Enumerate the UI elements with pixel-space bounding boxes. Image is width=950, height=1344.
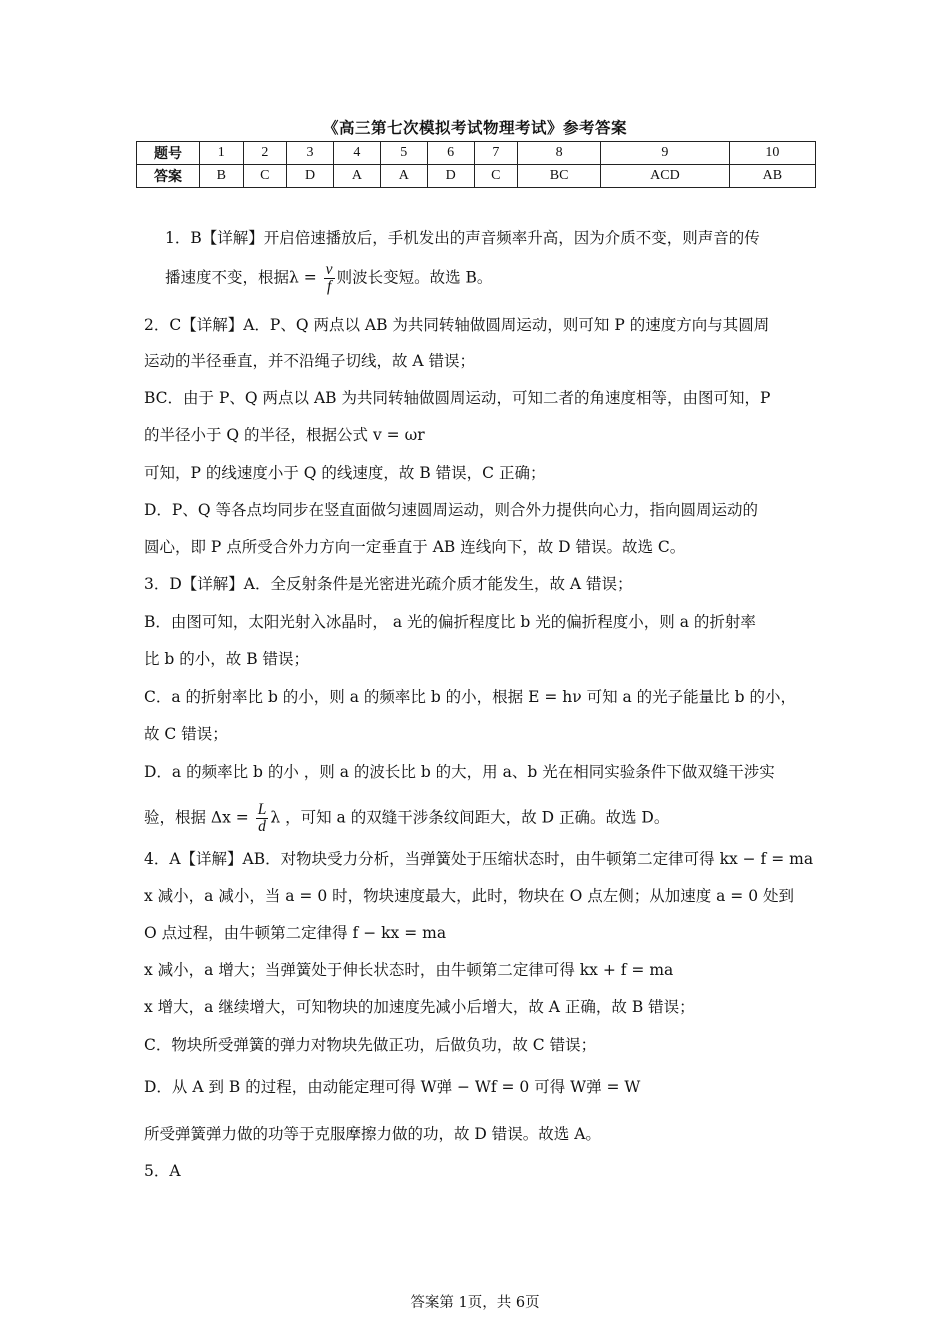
q2-line-5: 可知，P 的线速度小于 Q 的线速度，故 B 错误，C 正确； [144, 464, 546, 482]
q3-line-1: 3．D【详解】A．全反射条件是光密进光疏介质才能发生，故 A 错误； [144, 575, 633, 593]
table-row [137, 165, 816, 188]
table-cell: 6 [427, 142, 474, 165]
q3-line-5: 故 C 错误； [144, 725, 228, 743]
table-cell: AB [729, 165, 815, 188]
q2-line-2: 运动的半径垂直，并不沿绳子切线，故 A 错误； [144, 352, 476, 370]
table-cell: C [474, 165, 518, 188]
table-cell: 3 [287, 142, 334, 165]
q4-line-5: x 增大，a 继续增大，可知物块的加速度先减小后增大，故 A 正确，故 B 错误； [144, 998, 695, 1016]
q1-fraction [324, 262, 335, 295]
table-cell: B [200, 165, 244, 188]
table-cell: C [243, 165, 287, 188]
q1-line-2 [165, 262, 835, 295]
q4-line-4: x 减小，a 增大；当弹簧处于伸长状态时，由牛顿第二定律可得 kx + f = ma [144, 961, 674, 979]
q3-frac-den: d [258, 818, 266, 835]
table-cell: 9 [601, 142, 730, 165]
table-cell: 4 [333, 142, 380, 165]
q2-line-6: D．P、Q 等各点均同步在竖直面做匀速圆周运动，则合外力提供向心力，指向圆周运动的 [144, 501, 758, 519]
row-header-number: 题号 [137, 142, 200, 165]
page-footer: 答案第 1页，共 6页 [410, 1295, 540, 1311]
q3-text-post: λ ，可知 a 的双缝干涉条纹间距大，故 D 正确。故选 D。 [270, 808, 670, 827]
q3-fraction [256, 802, 269, 835]
q1-line-1: 1．B【详解】开启倍速播放后，手机发出的声音频率升高，因为介质不变，则声音的传 [165, 229, 760, 247]
q1-text-pre: 播速度不变，根据λ = [165, 268, 322, 287]
q4-line-6: C．物块所受弹簧的弹力对物块先做正功，后做负功，故 C 错误； [144, 1036, 597, 1054]
q4-line-1: 4．A【详解】AB．对物块受力分析，当弹簧处于压缩状态时，由牛顿第二定律可得 kx − f = ma [144, 850, 814, 868]
table-cell: D [427, 165, 474, 188]
q2-line-4: 的半径小于 Q 的半径，根据公式 v = ωr [144, 426, 425, 444]
table-cell: A [380, 165, 427, 188]
q2-line-7: 圆心，即 P 点所受合外力方向一定垂直于 AB 连线向下，故 D 错误。故选 C。 [144, 538, 686, 556]
table-cell: 2 [243, 142, 287, 165]
q5-line-1: 5．A [144, 1162, 181, 1180]
q3-frac-num: L [257, 801, 267, 818]
table-cell: A [333, 165, 380, 188]
table-cell: 5 [380, 142, 427, 165]
q1-frac-den: f [326, 278, 332, 295]
table-cell: 10 [729, 142, 815, 165]
table-cell: D [287, 165, 334, 188]
q3-text-pre: 验，根据 Δx = [144, 808, 254, 827]
q1-text-post: 则波长变短。故选 B。 [336, 268, 493, 287]
row-header-answer: 答案 [137, 165, 200, 188]
q4-line-8: 所受弹簧弹力做的功等于克服摩擦力做的功，故 D 错误。故选 A。 [144, 1125, 601, 1143]
table-cell: ACD [601, 165, 730, 188]
q3-line-7 [144, 802, 814, 835]
table-cell: BC [518, 165, 601, 188]
table-cell: 1 [200, 142, 244, 165]
q3-line-2: B．由图可知，太阳光射入冰晶时， a 光的偏折程度比 b 光的偏折程度小，则 a 的折射率 [144, 613, 756, 631]
q3-line-3: 比 b 的小，故 B 错误； [144, 650, 310, 668]
table-row [137, 142, 816, 165]
answer-table [136, 141, 816, 188]
page-title: 《高三第七次模拟考试物理考试》参考答案 [322, 118, 627, 137]
table-cell: 7 [474, 142, 518, 165]
q2-line-3: BC．由于 P、Q 两点以 AB 为共同转轴做圆周运动，可知二者的角速度相等，由图可知，P [144, 389, 771, 407]
q3-line-6: D．a 的频率比 b 的小 ，则 a 的波长比 b 的大，用 a、b 光在相同实验条件下做双缝干涉实 [144, 763, 775, 781]
q4-line-2: x 减小，a 减小，当 a = 0 时，物块速度最大，此时，物块在 O 点左侧；从加速度 a = 0 处到 [144, 887, 794, 905]
q1-frac-num: v [325, 261, 333, 278]
q3-line-4: C．a 的折射率比 b 的小，则 a 的频率比 b 的小，根据 E = hν 可知 a 的光子能量比 b 的小， [144, 688, 796, 706]
q4-line-7: D．从 A 到 B 的过程，由动能定理可得 W弹 − Wf = 0 可得 W弹 = W [144, 1078, 641, 1096]
q4-line-3: O 点过程，由牛顿第二定律得 f − kx = ma [144, 924, 447, 942]
table-cell: 8 [518, 142, 601, 165]
q2-line-1: 2．C【详解】A．P、Q 两点以 AB 为共同转轴做圆周运动，则可知 P 的速度方向与其圆周 [144, 316, 770, 334]
